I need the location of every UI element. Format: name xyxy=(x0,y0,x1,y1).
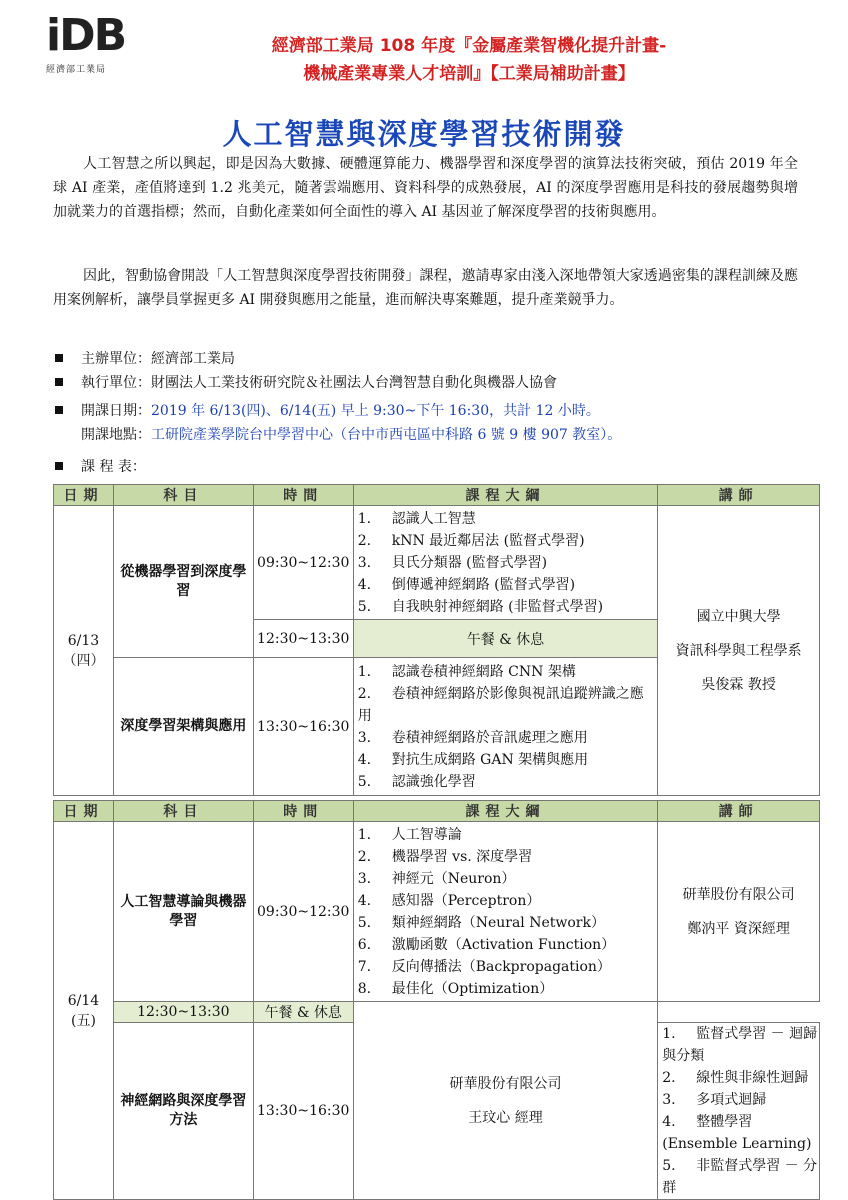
outline-text: 倒傳遞神經網路 (監督式學習) xyxy=(391,576,576,593)
outline-text: 卷積神經網路於影像與視訊追蹤辨識之應用 xyxy=(357,685,644,724)
outline-item xyxy=(358,824,658,846)
outline-cell xyxy=(353,822,658,1002)
host-text: 主辦單位：經濟部工業局 xyxy=(81,351,235,367)
outline-text: 整體學習 (Ensemble Learning) xyxy=(662,1114,812,1152)
outline-item xyxy=(358,846,658,868)
subject-cell: 人工智慧導論與機器學習 xyxy=(113,822,253,1002)
header-date: 日期 xyxy=(54,485,114,506)
time-cell: 13:30~16:30 xyxy=(253,658,353,796)
outline-number: 8. xyxy=(357,980,372,997)
outline-list xyxy=(658,1023,819,1199)
header-instructor: 講師 xyxy=(658,485,820,506)
info-place xyxy=(55,424,621,446)
outline-cell xyxy=(658,1023,820,1200)
date-cell xyxy=(54,822,114,1200)
header-time: 時間 xyxy=(253,801,353,822)
date-value: 2019 年 6/13(四)、6/14(五) 早上 9:30~下午 16:30，共計 12 小時。 xyxy=(151,403,600,419)
page-title: 人工智慧與深度學習技術開發 xyxy=(222,117,626,151)
outline-number: 5. xyxy=(357,773,372,790)
outline-number: 1. xyxy=(662,1026,676,1042)
outline-text: 對抗生成網路 GAN 架構與應用 xyxy=(391,751,589,768)
outline-text: 多項式迴歸 xyxy=(696,1092,767,1108)
instructor-dept: 資訊科學與工程學系 xyxy=(675,642,802,659)
header-line-2: 機械產業專業人才培訓』【工業局補助計畫】 xyxy=(303,64,635,84)
intro-paragraph-1: 人工智慧之所以興起，即是因為大數據、硬體運算能力、機器學習和深度學習的演算法技術突破，預估 2019 年全球 AI 產業，產值將達到 1.2 兆美元，隨著雲端應用、資料科學的成熟發展，AI 的深度學習應用是科技的發展趨勢與增加就業力的首選指標；然而，自動化產業如何全面性的導入 AI 基因並了解深度學習的技術與應用。 xyxy=(53,156,798,220)
header-time: 時間 xyxy=(253,485,353,506)
schedule-table-day1 xyxy=(53,484,820,796)
date-cell xyxy=(54,506,114,796)
instructor-cell xyxy=(353,1002,658,1200)
header-line-1: 經濟部工業局 108 年度『金屬產業智機化提升計畫- xyxy=(271,36,667,56)
outline-item xyxy=(358,934,658,956)
place-label: 開課地點： xyxy=(81,427,151,443)
outline-text: 激勵函數（Activation Function） xyxy=(391,936,616,953)
schedule-label: 課 程 表： xyxy=(81,459,146,475)
outline-text: 自我映射神經網路 (非監督式學習) xyxy=(391,598,604,615)
table-row-lunch xyxy=(54,1002,820,1023)
outline-number: 1. xyxy=(357,663,372,680)
outline-text: 監督式學習 － 迴歸與分類 xyxy=(662,1026,818,1064)
outline-number: 7. xyxy=(357,958,372,975)
weekday-text: (五) xyxy=(70,1012,96,1029)
outline-cell xyxy=(353,506,658,620)
outline-item xyxy=(662,1067,819,1089)
time-cell: 09:30~12:30 xyxy=(253,506,353,620)
instructor-name: 王玟心 經理 xyxy=(468,1109,543,1126)
instructor-cell xyxy=(658,822,820,1002)
outline-number: 3. xyxy=(357,554,372,571)
outline-number: 4. xyxy=(662,1114,676,1130)
subject-cell: 從機器學習到深度學習 xyxy=(113,506,253,658)
outline-text: 神經元（Neuron） xyxy=(391,870,516,887)
instructor-org: 研華股份有限公司 xyxy=(682,886,795,903)
outline-item xyxy=(358,912,658,934)
bullet-square-icon xyxy=(55,462,63,470)
outline-text: 非監督式學習 － 分群 xyxy=(662,1158,818,1196)
time-cell: 09:30~12:30 xyxy=(253,822,353,1002)
outline-list xyxy=(354,508,658,618)
date-label: 開課日期： xyxy=(81,403,151,419)
outline-text: 類神經網路（Neural Network） xyxy=(391,914,605,931)
info-host xyxy=(55,348,235,370)
outline-item xyxy=(358,552,658,574)
logo-mark: iDB xyxy=(46,10,126,61)
header-instructor: 講師 xyxy=(658,801,820,822)
time-cell: 13:30~16:30 xyxy=(253,1023,353,1200)
info-date xyxy=(55,400,600,422)
schedule-table-day2 xyxy=(53,800,820,1200)
outline-text: kNN 最近鄰居法 (監督式學習) xyxy=(391,532,585,549)
lunch-time-cell: 12:30~13:30 xyxy=(113,1002,253,1023)
outline-number: 2. xyxy=(357,685,372,702)
outline-number: 2. xyxy=(357,848,372,865)
outline-item xyxy=(662,1155,819,1199)
outline-item xyxy=(358,978,658,1000)
outline-number: 5. xyxy=(357,914,372,931)
outline-item xyxy=(358,956,658,978)
instructor-org: 國立中興大學 xyxy=(696,608,781,625)
outline-number: 3. xyxy=(662,1092,676,1108)
outline-number: 5. xyxy=(357,598,372,615)
bullet-square-icon xyxy=(55,378,63,386)
logo xyxy=(46,10,136,75)
outline-item xyxy=(662,1089,819,1111)
logo-subtitle: 經濟部工業局 xyxy=(46,65,107,75)
outline-number: 4. xyxy=(357,751,372,768)
outline-text: 認識人工智慧 xyxy=(391,510,476,527)
outline-text: 反向傳播法（Backpropagation） xyxy=(391,958,611,975)
outline-number: 4. xyxy=(357,576,372,593)
outline-item xyxy=(358,596,658,618)
instructor-name: 鄭汭平 資深經理 xyxy=(687,920,790,937)
info-schedule xyxy=(55,456,146,478)
outline-item xyxy=(358,530,658,552)
header-subject: 科目 xyxy=(113,801,253,822)
intro-paragraph-2: 因此，智動協會開設「人工智慧與深度學習技術開發」課程，邀請專家由淺入深地帶領大家透過密集的課程訓練及應用案例解析，讓學員掌握更多 AI 開發與應用之能量，進而解決專案難題，提升產業競爭力。 xyxy=(53,268,798,308)
outline-text: 感知器（Perceptron） xyxy=(391,892,541,909)
instructor-name: 吳俊霖 教授 xyxy=(701,676,776,693)
bullet-square-icon xyxy=(55,406,63,414)
lunch-cell: 午餐 & 休息 xyxy=(353,620,658,658)
bullet-square-icon xyxy=(55,354,63,362)
lunch-time-cell: 12:30~13:30 xyxy=(253,620,353,658)
outline-item xyxy=(358,890,658,912)
exec-text: 執行單位：財團法人工業技術研究院＆社團法人台灣智慧自動化與機器人協會 xyxy=(81,375,557,391)
weekday-text: （四） xyxy=(62,652,105,669)
outline-item xyxy=(358,574,658,596)
header-subject: 科目 xyxy=(113,485,253,506)
outline-item xyxy=(358,749,658,771)
instructor-org: 研華股份有限公司 xyxy=(449,1075,562,1092)
outline-number: 3. xyxy=(357,870,372,887)
outline-item xyxy=(358,683,658,727)
program-header xyxy=(150,32,788,88)
outline-cell xyxy=(353,658,658,796)
outline-item xyxy=(358,661,658,683)
outline-text: 認識卷積神經網路 CNN 架構 xyxy=(391,663,576,680)
table-header-row xyxy=(54,485,820,506)
outline-number: 2. xyxy=(662,1070,676,1086)
outline-item xyxy=(358,771,658,793)
outline-number: 5. xyxy=(662,1158,676,1174)
outline-text: 卷積神經網路於音訊處理之應用 xyxy=(391,729,588,746)
outline-text: 最佳化（Optimization） xyxy=(391,980,554,997)
outline-item xyxy=(662,1111,819,1155)
outline-text: 機器學習 vs. 深度學習 xyxy=(391,848,533,865)
table-row xyxy=(54,822,820,1002)
outline-number: 4. xyxy=(357,892,372,909)
outline-text: 線性與非線性迴歸 xyxy=(696,1070,809,1086)
date-text: 6/14 xyxy=(67,992,100,1009)
outline-item xyxy=(358,508,658,530)
outline-number: 1. xyxy=(357,826,372,843)
outline-text: 認識強化學習 xyxy=(391,773,476,790)
table-header-row xyxy=(54,801,820,822)
date-text: 6/13 xyxy=(67,632,100,649)
outline-number: 6. xyxy=(357,936,372,953)
outline-item xyxy=(358,868,658,890)
place-value: 工研院產業學院台中學習中心（台中市西屯區中科路 6 號 9 樓 907 教室）。 xyxy=(151,427,622,443)
outline-text: 貝氏分類器 (監督式學習) xyxy=(391,554,548,571)
lunch-cell: 午餐 & 休息 xyxy=(253,1002,353,1023)
subject-cell: 深度學習架構與應用 xyxy=(113,658,253,796)
outline-list xyxy=(354,824,658,1000)
outline-text: 人工智導論 xyxy=(391,826,462,843)
outline-number: 2. xyxy=(357,532,372,549)
table-row xyxy=(54,506,820,620)
outline-list xyxy=(354,661,658,793)
header-outline: 課程大綱 xyxy=(353,801,658,822)
header-outline: 課程大綱 xyxy=(353,485,658,506)
header-date: 日期 xyxy=(54,801,114,822)
outline-number: 3. xyxy=(357,729,372,746)
subject-cell: 神經網路與深度學習方法 xyxy=(113,1023,253,1200)
outline-item xyxy=(662,1023,819,1067)
outline-item xyxy=(358,727,658,749)
instructor-cell xyxy=(658,506,820,796)
outline-number: 1. xyxy=(357,510,372,527)
info-exec xyxy=(55,372,557,394)
